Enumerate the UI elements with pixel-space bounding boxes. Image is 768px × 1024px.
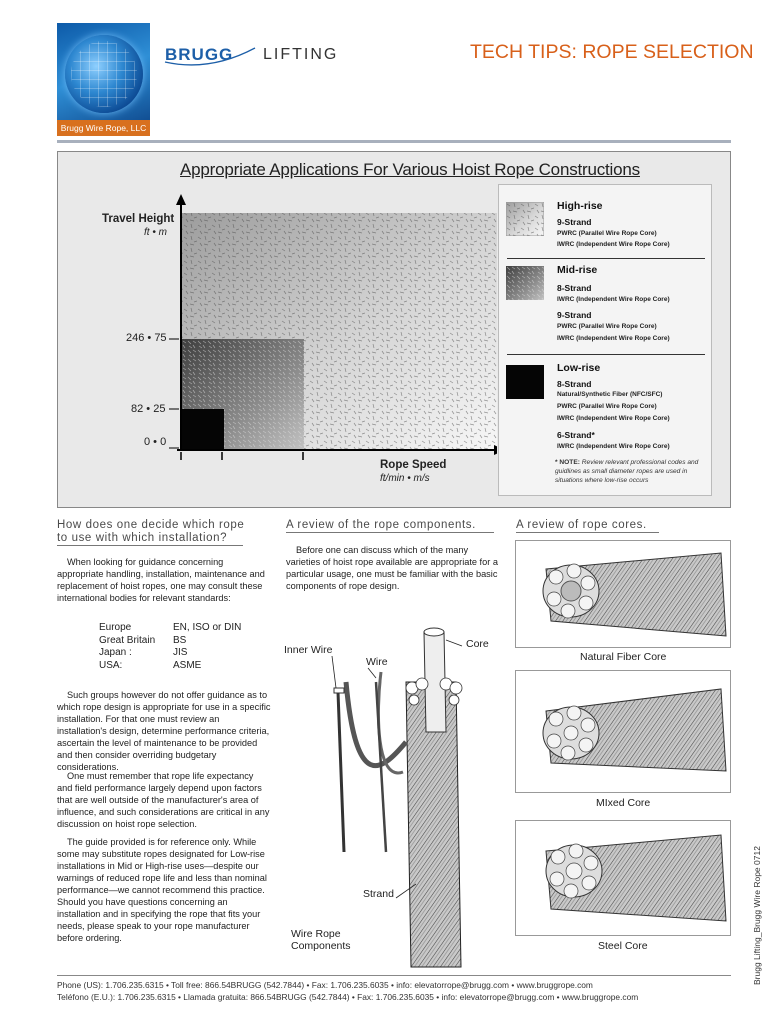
- y-axis-unit: ft • m: [144, 227, 167, 238]
- legend-low-title: Low-rise: [557, 362, 601, 374]
- col1-paragraph: Such groups however do not offer guidance as to which rope design is appropriate for use in a specific installation. For that one must review an installation's design, determine performance criteria, ascertain the level of maintenance to be provided and then consider overriding budgetary considerations.: [57, 690, 271, 772]
- logo-band-text: Brugg Wire Rope, LLC: [57, 120, 150, 136]
- standards-row: [99, 622, 241, 635]
- standards-table: [99, 622, 241, 672]
- label-wire: Wire: [366, 656, 388, 668]
- standards-row: [99, 660, 241, 673]
- standards-region: Europe: [99, 622, 132, 633]
- rope-components-diagram: [286, 622, 500, 972]
- y-tick-label: 246 • 75: [126, 332, 167, 344]
- x-axis-unit: ft/min • m/s: [380, 473, 430, 484]
- caption-steel-core: Steel Core: [598, 940, 648, 952]
- col2-heading-underline: [286, 532, 494, 533]
- legend-swatch-high: [506, 202, 544, 236]
- label-strand: Strand: [363, 888, 394, 900]
- legend-mid-strand: 9-Strand: [557, 310, 592, 320]
- legend-low-strand: 8-Strand: [557, 379, 592, 389]
- region-low-rise: [181, 409, 224, 449]
- legend-swatch-low: [506, 365, 544, 399]
- col1-heading-line1: How does one decide which rope: [57, 519, 245, 531]
- footer-contact-es: Teléfono (E.U.): 1.706.235.6315 • Llamada gratuita: 866.54BRUGG (542.7844) • Fax: 1.706.235.6035 • info: elevatorrope@brugg.com • www.bruggrope.com: [57, 992, 639, 1002]
- col1-heading-underline: [57, 545, 243, 546]
- caption-natural-fiber-core: Natural Fiber Core: [580, 651, 667, 663]
- standards-row: [99, 647, 241, 660]
- standards-body: BS: [173, 634, 187, 646]
- x-axis-label: Rope Speed: [380, 459, 447, 471]
- col3-heading-underline: [516, 532, 659, 533]
- brand-lifting: LIFTING: [263, 46, 339, 63]
- brand-brugg: BRUGG: [165, 45, 234, 64]
- legend-divider: [507, 354, 705, 355]
- legend-low-desc: PWRC (Parallel Wire Rope Core): [557, 403, 657, 410]
- note-label: * NOTE:: [555, 459, 580, 466]
- standards-body: EN, ISO or DIN: [173, 622, 242, 633]
- col2-heading: A review of the rope components.: [286, 519, 476, 531]
- side-document-id: Brugg Lifting_Brugg Wire Rope 0712: [752, 846, 762, 985]
- legend-low-strand: 6-Strand*: [557, 430, 595, 440]
- company-logo: [57, 23, 150, 136]
- label-wire-rope: Wire Rope: [291, 928, 341, 940]
- y-tick-label: 82 • 25: [131, 403, 166, 415]
- legend-mid-desc: IWRC (Independent Wire Rope Core): [557, 335, 670, 342]
- label-components: Components: [291, 940, 351, 952]
- legend-high-strand: 9-Strand: [557, 217, 592, 227]
- legend-note: [555, 458, 705, 485]
- chart-title: Appropriate Applications For Various Hoist Rope Constructions: [180, 160, 640, 179]
- chart-plot: [57, 151, 497, 508]
- standards-region: Japan :: [99, 647, 132, 658]
- legend-high-desc: PWRC (Parallel Wire Rope Core): [557, 230, 657, 237]
- standards-region: USA:: [99, 659, 123, 671]
- page-title: TECH TIPS: ROPE SELECTION: [470, 41, 754, 63]
- col1-paragraph: When looking for guidance concerning appropriate handling, installation, maintenance and replacement of hoist ropes, one may consult these international bodies for relevant standards:: [57, 557, 265, 603]
- mixed-core-image: [515, 670, 731, 793]
- col1-heading-line2: to use with which installation?: [57, 532, 228, 544]
- note-text: Review relevant professional codes and guidlines as small diameter ropes are used in situations where low-rise occurs: [555, 459, 699, 484]
- legend-mid-desc: PWRC (Parallel Wire Rope Core): [557, 323, 657, 330]
- steel-core-image: [515, 820, 731, 936]
- standards-body: ASME: [173, 659, 202, 671]
- col3-heading: A review of rope cores.: [516, 519, 647, 531]
- header-rule: [57, 140, 731, 143]
- chart-legend: [498, 184, 712, 496]
- col1-paragraph: The guide provided is for reference only. While some may substitute ropes designated for Low-rise installations in Mid or High-rise uses—despite our warnings of reduced rope life and less than nominal performance—we cannot recommend this practice. Should you have questions concerning an installation and in specifying the rope that fits your needs, please speak to your rope manufacturer before ordering.: [57, 837, 267, 943]
- legend-high-desc: IWRC (Independent Wire Rope Core): [557, 241, 670, 248]
- legend-swatch-mid: [506, 266, 544, 300]
- legend-low-desc: Natural/Synthetic Fiber (NFC/SFC): [557, 391, 663, 398]
- globe-graphic: [65, 35, 143, 113]
- col1-paragraph: One must remember that rope life expectancy and field performance largely depend upon factors that are well outside of the manufacturer's area of influence, and such considerations are critical in any discussion on hoist rope selection.: [57, 771, 270, 829]
- standards-region: Great Britain: [99, 634, 156, 646]
- caption-mixed-core: MIxed Core: [596, 797, 651, 809]
- col2-paragraph: Before one can discuss which of the many varieties of hoist rope available are appropriate for a particular usage, one must be familiar with the basic components of rope design.: [286, 545, 498, 591]
- legend-mid-strand: 8-Strand: [557, 283, 592, 293]
- legend-divider: [507, 258, 705, 259]
- label-core: Core: [466, 638, 489, 650]
- footer-contact-en: Phone (US): 1.706.235.6315 • Toll free: 866.54BRUGG (542.7844) • Fax: 1.706.235.6035 • info: elevatorrope@brugg.com • www.bruggrope.com: [57, 980, 593, 990]
- legend-high-title: High-rise: [557, 200, 603, 212]
- legend-mid-title: Mid-rise: [557, 264, 598, 276]
- legend-low-desc: IWRC (Independent Wire Rope Core): [557, 443, 670, 450]
- standards-row: [99, 635, 241, 648]
- standards-body: JIS: [173, 647, 188, 658]
- label-inner-wire: Inner Wire: [284, 644, 333, 656]
- legend-mid-desc: IWRC (Independent Wire Rope Core): [557, 296, 670, 303]
- legend-low-desc: IWRC (Independent Wire Rope Core): [557, 415, 670, 422]
- y-axis-label: Travel Height: [102, 213, 175, 225]
- natural-fiber-core-image: [515, 540, 731, 648]
- footer-rule: [57, 975, 731, 976]
- y-tick-label: 0 • 0: [144, 436, 167, 448]
